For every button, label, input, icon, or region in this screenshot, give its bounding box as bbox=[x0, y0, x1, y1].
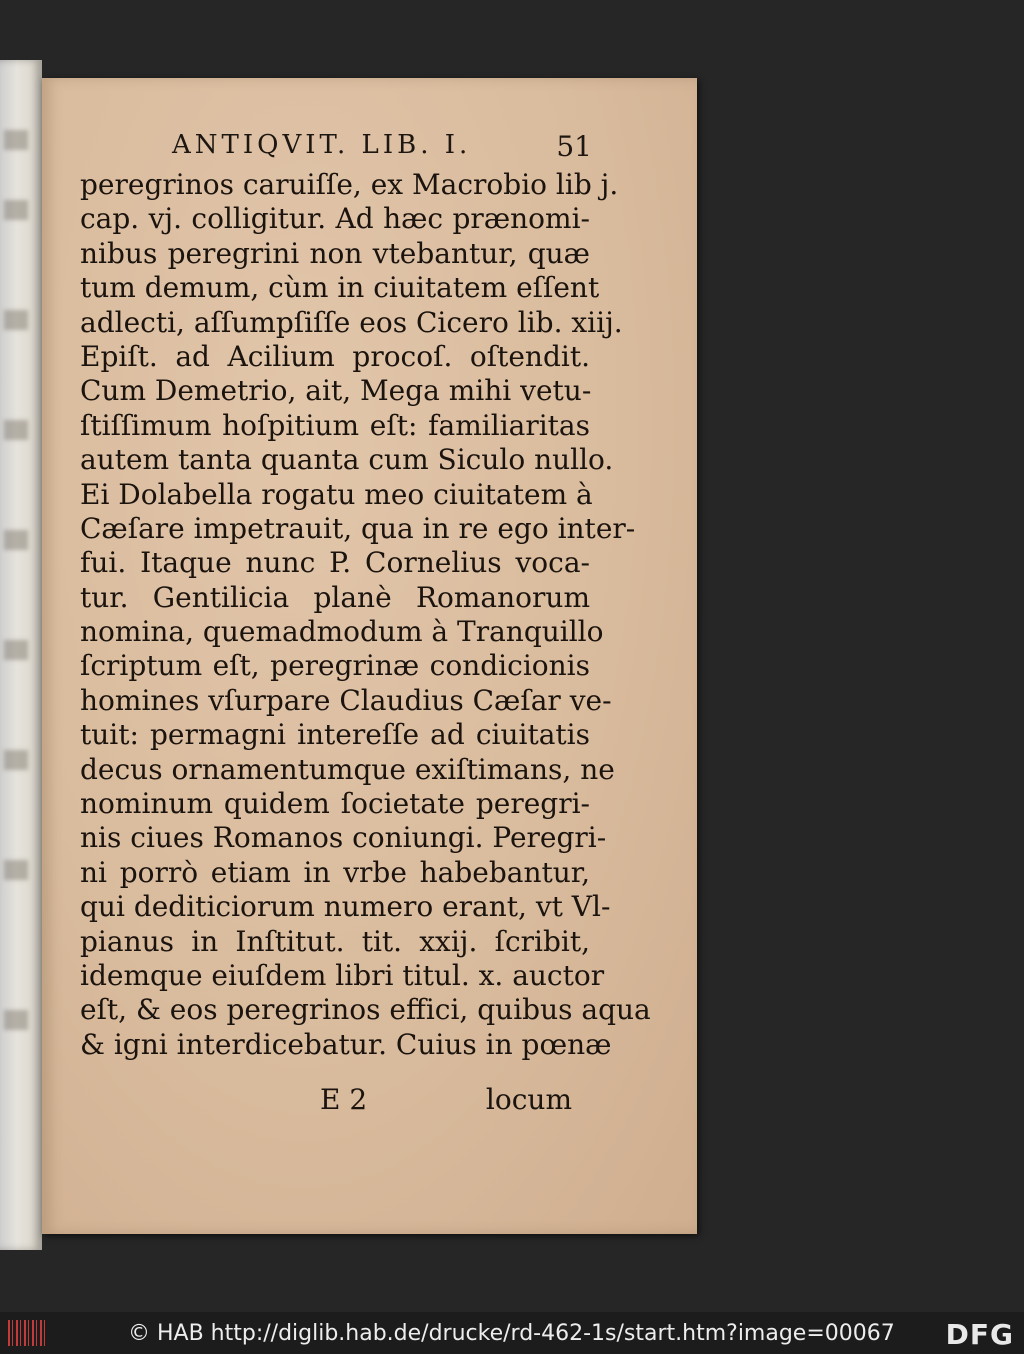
text-line: tum demum, cùm in ciuitatem eſſent bbox=[80, 271, 600, 305]
text-line: nibus peregrini non vtebantur, quæ bbox=[80, 236, 590, 270]
text-line: nis ciues Romanos coniungi. Peregri- bbox=[80, 821, 607, 855]
running-head-title: ANTIQVIT. LIB. I. bbox=[172, 130, 472, 160]
adjacent-page-edge bbox=[0, 60, 42, 1250]
text-line: nomina, quemadmodum à Tranquillo bbox=[80, 615, 604, 649]
catchword: locum bbox=[485, 1083, 572, 1116]
text-line: nominum quidem ſocietate peregri- bbox=[80, 787, 590, 821]
text-line: peregrinos caruiſſe, ex Macrobio lib j. bbox=[80, 168, 619, 201]
text-line: ſcriptum eſt, peregrinæ condicionis bbox=[80, 649, 590, 683]
page-number: 51 bbox=[556, 130, 592, 163]
text-line: Cum Demetrio, ait, Mega mihi vetu- bbox=[80, 374, 592, 408]
running-head bbox=[132, 128, 592, 168]
text-line: cap. vj. colligitur. Ad hæc prænomi- bbox=[80, 202, 590, 236]
text-line: eſt, & eos peregrinos effici, quibus aqua bbox=[80, 993, 651, 1027]
text-line: qui dediticiorum numero erant, vt Vl- bbox=[80, 890, 611, 924]
text-line: pianus in Inſtitut. tit. xxij. ſcribit, bbox=[80, 924, 590, 958]
text-line: tur. Gentilicia planè Romanorum bbox=[80, 580, 590, 614]
text-line: Cæſare impetrauit, qua in re ego inter- bbox=[80, 511, 636, 545]
edge-mark bbox=[4, 860, 28, 880]
text-line: decus ornamentumque exiſtimans, ne bbox=[80, 752, 615, 786]
viewer-footer bbox=[0, 1312, 1024, 1354]
body-text bbox=[80, 168, 651, 1062]
text-line: ni porrò etiam in vrbe habebantur, bbox=[80, 855, 590, 889]
edge-mark bbox=[4, 530, 28, 550]
dfg-logo: DFG bbox=[945, 1318, 1014, 1351]
edge-mark bbox=[4, 1010, 28, 1030]
signature-line bbox=[320, 1083, 572, 1117]
text-line: idemque eiuſdem libri titul. x. auctor bbox=[80, 958, 605, 992]
text-line: Ei Dolabella rogatu meo ciuitatem à bbox=[80, 477, 593, 511]
text-line: homines vſurpare Claudius Cæſar ve- bbox=[80, 683, 612, 717]
text-line: autem tanta quanta cum Siculo nullo. bbox=[80, 443, 614, 477]
text-line: Epiſt. ad Acilium procoſ. oſtendit. bbox=[80, 339, 590, 373]
edge-mark bbox=[4, 200, 28, 220]
edge-mark bbox=[4, 310, 28, 330]
text-line: fui. Itaque nunc P. Cornelius voca- bbox=[80, 546, 590, 580]
edge-mark bbox=[4, 130, 28, 150]
text-line: tuit: permagni intereſſe ad ciuitatis bbox=[80, 718, 590, 752]
signature-mark: E 2 bbox=[320, 1083, 368, 1116]
edge-mark bbox=[4, 640, 28, 660]
text-line: adlecti, aſſumpſiſſe eos Cicero lib. xiij. bbox=[80, 305, 623, 339]
barcode-icon bbox=[8, 1320, 48, 1346]
edge-mark bbox=[4, 420, 28, 440]
text-line: ſtiſſimum hoſpitium eſt: familiaritas bbox=[80, 408, 590, 442]
edge-mark bbox=[4, 750, 28, 770]
source-link[interactable]: © HAB http://diglib.hab.de/drucke/rd-462-1s/start.htm?image=00067 bbox=[128, 1321, 895, 1346]
text-line: & igni interdicebatur. Cuius in pœnæ bbox=[80, 1027, 612, 1061]
